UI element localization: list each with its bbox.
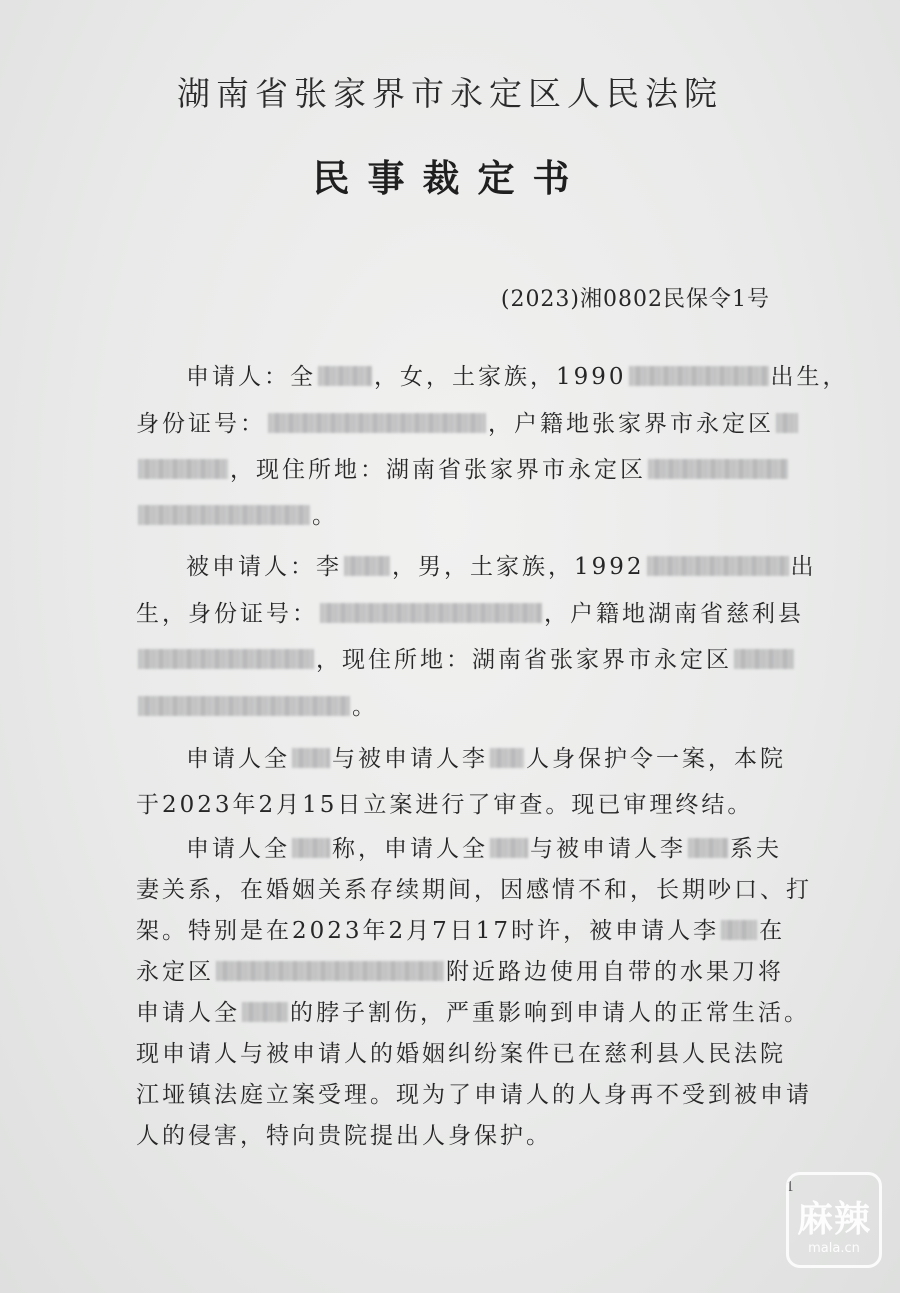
redacted-name xyxy=(318,366,372,386)
watermark-sub-text: mala.cn xyxy=(808,1241,860,1256)
document-type-title: 民事裁定书 xyxy=(312,157,588,200)
respondent-line-4: 。 xyxy=(136,688,378,721)
body-line-3: 申请人全 称，申请人全 与被申请人李 系夫 xyxy=(186,836,782,862)
redacted-address xyxy=(138,505,310,525)
redacted-id-number xyxy=(320,603,542,623)
redacted-name xyxy=(490,838,528,858)
respondent-label: 被申请人：李 xyxy=(186,554,342,580)
redacted-address xyxy=(776,413,798,433)
redacted-address xyxy=(648,459,788,479)
body-line-6: 永定区 附近路边使用自带的水果刀将 xyxy=(136,959,784,985)
redacted-name xyxy=(344,556,390,576)
redacted-name xyxy=(292,748,330,768)
redacted-name xyxy=(242,1002,288,1022)
body-line-4: 妻关系，在婚姻关系存续期间，因感情不和，长期吵口、打 xyxy=(136,877,812,903)
respondent-line-1: 被申请人：李 ，男，土家族，1992 出 xyxy=(186,554,817,580)
redacted-location xyxy=(216,961,444,981)
respondent-line-2: 生，身份证号： ，户籍地湖南省慈利县 xyxy=(136,601,804,627)
body-line-5: 架。特别是在2023年2月7日17时许，被申请人李 在 xyxy=(136,918,786,944)
case-number: (2023)湘0802民保令1号 xyxy=(500,287,770,312)
applicant-line-2: 身份证号： ，户籍地张家界市永定区 xyxy=(136,405,800,438)
applicant-line-3: ，现住所地：湖南省张家界市永定区 xyxy=(136,451,790,484)
page-number: 1 xyxy=(786,1180,795,1195)
applicant-line-4: 。 xyxy=(136,497,338,530)
redacted-address xyxy=(138,696,350,716)
body-line-2: 于2023年2月15日立案进行了审查。现已审理终结。 xyxy=(136,792,754,818)
redacted-birthdate xyxy=(647,556,789,576)
body-line-1: 申请人全 与被申请人李 人身保护令一案，本院 xyxy=(186,746,786,772)
watermark-main-text: 麻辣 xyxy=(796,1199,871,1240)
site-watermark-logo xyxy=(786,1172,882,1268)
body-line-8: 现申请人与被申请人的婚姻纠纷案件已在慈利县人民法院 xyxy=(136,1041,786,1067)
applicant-line-1: 申请人：全 ，女，土家族，1990 出生， xyxy=(186,364,849,390)
redacted-name xyxy=(721,920,757,940)
redacted-address xyxy=(138,649,314,669)
redacted-id-number xyxy=(268,413,486,433)
respondent-line-3: ，现住所地：湖南省张家界市永定区 xyxy=(136,641,796,674)
body-line-9: 江垭镇法庭立案受理。现为了申请人的人身再不受到被申请 xyxy=(136,1082,812,1108)
applicant-label: 申请人：全 xyxy=(186,364,316,390)
redacted-address xyxy=(734,649,794,669)
redacted-name xyxy=(292,838,330,858)
body-line-7: 申请人全 的脖子割伤，严重影响到申请人的正常生活。 xyxy=(136,1000,810,1026)
redacted-name xyxy=(490,748,524,768)
court-name: 湖南省张家界市永定区人民法院 xyxy=(177,74,723,113)
redacted-name xyxy=(688,838,728,858)
redacted-birthdate xyxy=(629,366,769,386)
redacted-address xyxy=(138,459,228,479)
body-line-10: 人的侵害，特向贵院提出人身保护。 xyxy=(136,1123,552,1149)
